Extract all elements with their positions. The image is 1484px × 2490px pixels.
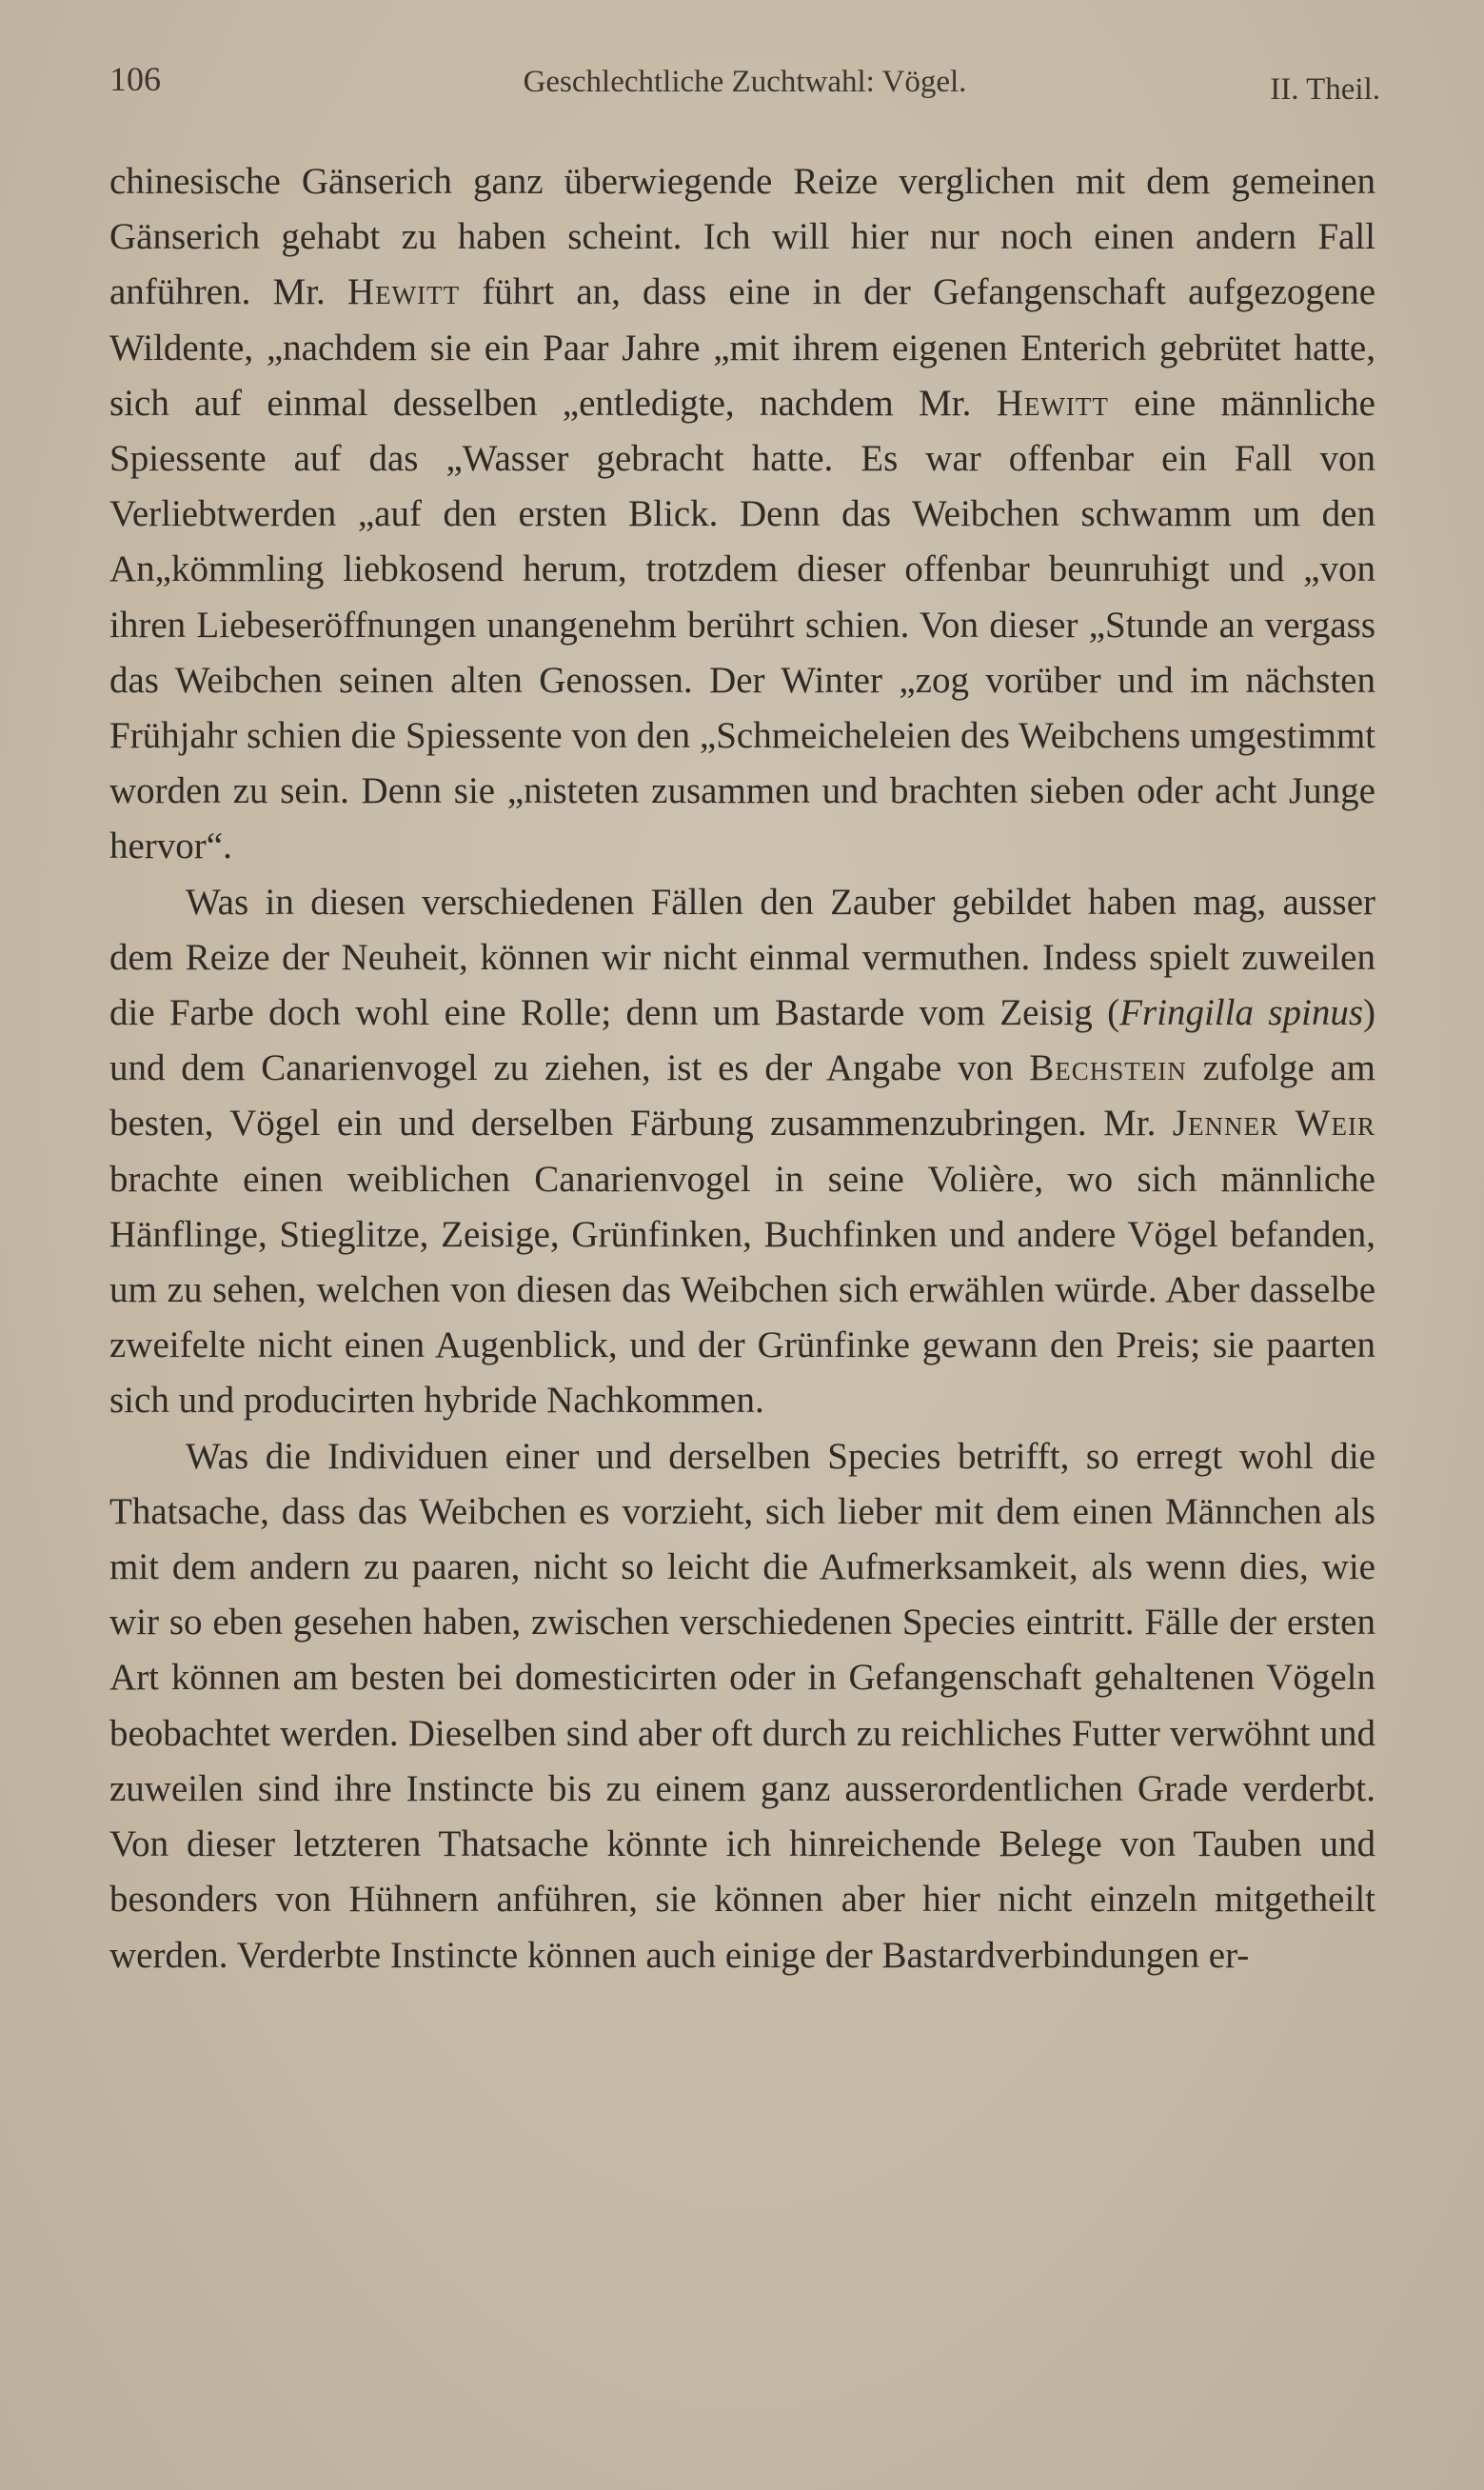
paragraph-1 bbox=[109, 154, 1375, 875]
part-label: II. Theil. bbox=[1270, 72, 1380, 107]
author-name: Hewitt bbox=[996, 382, 1109, 424]
paragraph-3 bbox=[109, 1429, 1375, 1983]
text-run: ) und dem Canarienvogel zu ziehen, ist es der Angabe von bbox=[109, 992, 1375, 1089]
paragraph-2 bbox=[109, 875, 1375, 1429]
text-run: eine männliche Spiessente auf das „Wasser gebracht hatte. Es war offenbar ein Fall von Verliebtwerden „auf den ersten Blick. Denn das Weibchen schwamm um den An„kömmling liebkosend herum, trotzdem dieser offenbar beunruhigt und „von ihren Liebeseröffnungen unangenehm berührt schien. Von dieser „Stunde an vergass das Weibchen seinen alten Genossen. Der Winter „zog vorüber und im nächsten Frühjahr schien die Spiessente von den „Schmeicheleien des Weibchens umgestimmt worden zu sein. Denn sie „nisteten zusammen und brachten sieben oder acht Junge hervor“. bbox=[109, 382, 1375, 867]
page-number: 106 bbox=[109, 60, 161, 98]
text-run: brachte einen weiblichen Canarienvogel in seine Volière, wo sich männliche Hänflinge, Stieglitze, Zeisige, Grünfinken, Buchfinken und andere Vögel befanden, um zu sehen, welchen von diesen das Weibchen sich erwählen würde. Aber dasselbe zweifelte nicht einen Augenblick, und der Grünfinke gewann den Preis; sie paarten sich und producirten hybride Nachkommen. bbox=[109, 1158, 1375, 1422]
species-name: Fringilla spinus bbox=[1119, 992, 1363, 1034]
running-title: Geschlechtliche Zuchtwahl: Vögel. bbox=[523, 65, 967, 99]
body-text bbox=[109, 154, 1375, 1983]
text-run: Was in diesen verschiedenen Fällen den Zauber gebildet haben mag, ausser dem Reize der Neuheit, können wir nicht einmal vermuthen. Indess spielt zuweilen die Farbe doch wohl eine Rolle; denn um Bastarde vom Zeisig ( bbox=[109, 881, 1375, 1034]
text-run: zufolge am besten, Vögel ein und derselben Färbung zusammenzubringen. Mr. bbox=[109, 1047, 1375, 1145]
text-run: Was die Individuen einer und derselben Species betrifft, so erregt wohl die Thatsache, dass das Weibchen es vorzieht, sich lieber mit dem einen Männchen als mit dem andern zu paaren, nicht so leicht die Aufmerksamkeit, als wenn dies, wie wir so eben gesehen haben, zwischen verschiedenen Species eintritt. Fälle der ersten Art können am besten bei domesticirten oder in Gefangenschaft gehaltenen Vögeln beobachtet werden. Dieselben sind aber oft durch zu reichliches Futter verwöhnt und zuweilen sind ihre Instincte bis zu einem ganz ausserordentlichen Grade verderbt. Von dieser letzteren Thatsache könnte ich hinreichende Belege von Tauben und besonders von Hühnern anführen, sie können aber hier nicht einzeln mitgetheilt werden. Verderbte Instincte können auch einige der Bastardverbindungen er- bbox=[109, 1435, 1375, 1976]
author-name: Bechstein bbox=[1029, 1047, 1187, 1089]
text-run: chinesische Gänserich ganz überwiegende Reize verglichen mit dem gemeinen Gänserich gehabt zu haben scheint. Ich will hier nur noch einen andern Fall anführen. Mr. bbox=[109, 161, 1375, 313]
author-name: Hewitt bbox=[347, 271, 461, 313]
running-header bbox=[109, 59, 1380, 116]
author-name: Jenner Weir bbox=[1172, 1103, 1375, 1145]
text-run: führt an, dass eine in der Gefangenschaft aufgezogene Wildente, „nachdem sie ein Paar Jahre „mit ihrem eigenen Enterich gebrütet hatte, sich auf einmal desselben „entledigte, nachdem Mr. bbox=[109, 271, 1376, 424]
